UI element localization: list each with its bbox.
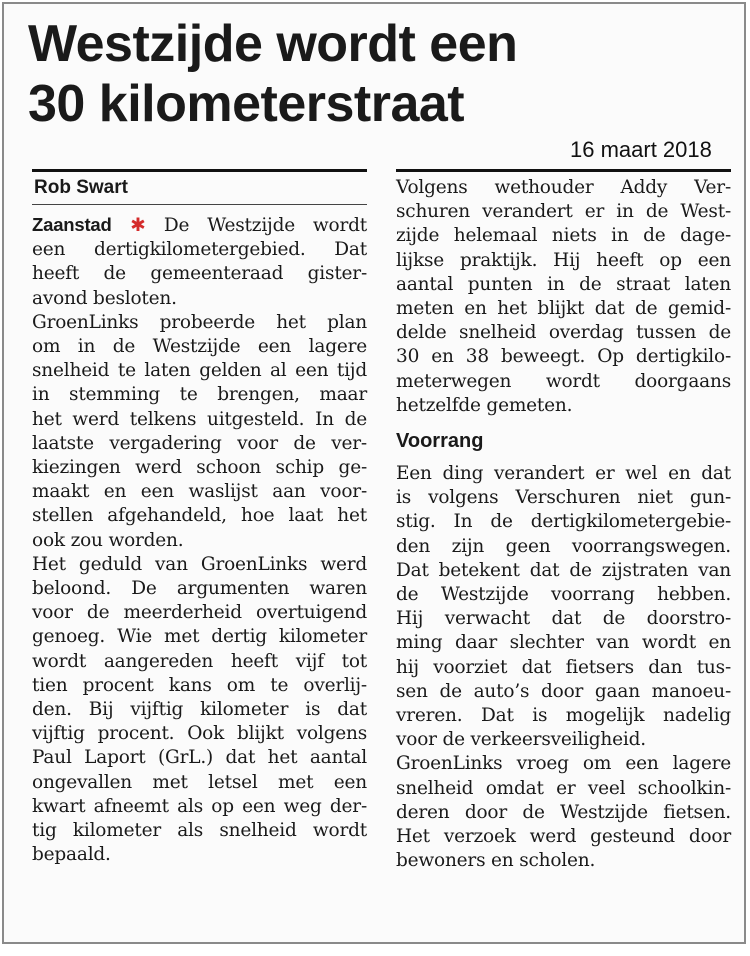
byline: Rob Swart xyxy=(34,177,128,198)
body-line-text: voor de meerderheid overtuigend xyxy=(32,602,367,624)
body-line-text: delde snelheid overdag tussen de xyxy=(396,322,731,344)
body-line-text: meten en het blijkt dat de gemid- xyxy=(396,298,731,320)
body-line xyxy=(32,213,367,238)
body-line xyxy=(32,238,367,262)
body-line-text: heeft de gemeenteraad gister- xyxy=(32,263,367,285)
body-line-text: genoeg. Wie met dertig kilometer xyxy=(32,626,367,648)
body-line-text: hij voorziet dat fietsers dan tus- xyxy=(396,656,731,678)
left-column-body xyxy=(32,213,367,867)
body-line-text: GroenLinks vroeg om een lagere xyxy=(396,753,731,775)
body-line-text: laatste vergadering voor de ver- xyxy=(32,432,367,454)
body-line xyxy=(32,698,367,722)
body-line xyxy=(396,559,731,583)
paragraph xyxy=(32,311,367,553)
body-line xyxy=(32,456,367,480)
body-line-text: tien procent kans om te overlij- xyxy=(32,674,367,696)
body-line xyxy=(32,601,367,625)
body-line-text: vijftig procent. Ook blijkt volgens xyxy=(32,723,367,745)
paragraph xyxy=(396,176,731,418)
body-line-text: is volgens Verschuren niet gun- xyxy=(396,487,731,509)
body-line xyxy=(32,819,367,843)
body-line-text: om in de Westzijde een lagere xyxy=(32,336,367,358)
body-line xyxy=(32,577,367,601)
body-line-text: stellen afgehandeld, hoe laat het xyxy=(32,505,367,527)
body-line xyxy=(32,553,367,577)
body-line-text: stig. In de dertigkilometergebie- xyxy=(396,511,731,533)
body-line-text: wordt aangereden heeft vijf tot xyxy=(32,650,367,672)
body-line-text: kwart afneemt als op een weg der- xyxy=(32,795,367,817)
body-line xyxy=(396,849,731,873)
headline xyxy=(28,14,517,134)
body-line-text: snelheid omdat er veel schoolkin- xyxy=(396,777,731,799)
body-line-text: ook zou worden. xyxy=(32,529,184,551)
body-line xyxy=(396,370,731,394)
body-line xyxy=(32,650,367,674)
body-line xyxy=(32,480,367,504)
body-line-text: bewoners en scholen. xyxy=(396,850,596,872)
body-line xyxy=(32,625,367,649)
body-line xyxy=(32,311,367,335)
body-line-text: het werd telkens uitgesteld. In de xyxy=(32,408,367,430)
body-line-text: 30 en 38 beweegt. Op dertigkilo- xyxy=(396,346,731,368)
right-column-rest xyxy=(396,462,731,873)
body-line xyxy=(396,394,731,418)
body-line xyxy=(32,287,367,311)
body-line xyxy=(396,345,731,369)
body-line xyxy=(32,746,367,770)
body-line-text: vreren. Dat is mogelijk nadelig xyxy=(396,705,731,727)
body-line xyxy=(396,462,731,486)
body-line-text: Dat betekent dat de zijstraten van xyxy=(396,559,731,581)
body-line-text: bepaald. xyxy=(32,844,111,866)
body-line-text: snelheid te laten gelden al een tijd xyxy=(32,360,367,382)
body-line-text: schuren verandert er in de West- xyxy=(396,201,731,223)
body-line-text: sen de auto’s door gaan manoeu- xyxy=(396,680,731,702)
body-line xyxy=(32,674,367,698)
body-line-text: Het verzoek werd gesteund door xyxy=(396,826,731,848)
body-line xyxy=(396,200,731,224)
column-rule xyxy=(396,169,731,172)
body-line-text: deren door de Westzijde fietsen. xyxy=(396,801,731,823)
body-line xyxy=(396,704,731,728)
body-line xyxy=(32,408,367,432)
body-line xyxy=(396,224,731,248)
body-line-text: den. Bij vijftig kilometer is dat xyxy=(32,699,367,721)
body-line xyxy=(396,777,731,801)
body-line-text: De Westzijde wordt xyxy=(163,215,367,236)
body-line xyxy=(396,583,731,607)
body-line xyxy=(396,607,731,631)
body-line xyxy=(396,656,731,680)
paragraph xyxy=(32,553,367,868)
subhead-voorrang: Voorrang xyxy=(396,430,484,453)
left-column xyxy=(32,169,367,867)
body-line-text: Paul Laport (GrL.) dat het aantal xyxy=(32,747,367,769)
body-line xyxy=(396,680,731,704)
body-line-text: meterwegen wordt doorgaans xyxy=(396,370,731,392)
body-line xyxy=(396,321,731,345)
body-line-text: de Westzijde voorrang hebben. xyxy=(396,584,731,606)
body-line xyxy=(396,297,731,321)
newspaper-clipping xyxy=(2,2,746,944)
body-line-text: ming daar slechter van wordt en xyxy=(396,632,731,654)
body-line-text: ongevallen met letsel met een xyxy=(32,771,367,793)
body-line xyxy=(32,383,367,407)
body-line xyxy=(396,486,731,510)
body-line-text: Een ding verandert er wel en dat xyxy=(396,463,731,485)
body-line-text: zijde helemaal niets in de dage- xyxy=(396,225,731,247)
body-line-text: in stemming te brengen, maar xyxy=(32,384,367,406)
body-line xyxy=(396,535,731,559)
body-line xyxy=(32,359,367,383)
body-line xyxy=(396,510,731,534)
body-line-text: hetzelfde gemeten. xyxy=(396,394,573,416)
body-line xyxy=(396,801,731,825)
headline-line-1: Westzijde wordt een xyxy=(28,15,518,73)
body-line-text: den zijn geen voorrangswegen. xyxy=(396,535,731,557)
body-line-text: kiezingen werd schoon schip ge- xyxy=(32,457,367,479)
body-line-text: tig kilometer als snelheid wordt xyxy=(32,820,367,842)
asterisk-icon: ✱ xyxy=(111,215,164,236)
body-line-text: Het geduld van GroenLinks werd xyxy=(32,553,367,575)
byline-bar xyxy=(32,169,367,205)
right-column-intro xyxy=(396,176,731,418)
body-line xyxy=(32,262,367,286)
body-line xyxy=(32,843,367,867)
dateline-place: Zaanstad xyxy=(32,214,112,235)
body-line xyxy=(32,795,367,819)
date-stamp: 16 maart 2018 xyxy=(570,137,712,162)
body-line xyxy=(396,631,731,655)
body-line-text: een dertigkilometergebied. Dat xyxy=(32,239,367,261)
body-line-text: avond besloten. xyxy=(32,287,177,309)
body-line xyxy=(396,825,731,849)
body-line xyxy=(32,432,367,456)
body-line-text: GroenLinks probeerde het plan xyxy=(32,311,367,333)
body-line xyxy=(396,176,731,200)
body-line xyxy=(32,722,367,746)
body-line-text: Volgens wethouder Addy Ver- xyxy=(396,177,731,198)
body-line-text: voor de verkeersveiligheid. xyxy=(396,729,646,751)
paragraph xyxy=(396,752,731,873)
paragraph xyxy=(32,213,367,311)
body-line xyxy=(32,335,367,359)
body-line-text: aantal punten in de straat laten xyxy=(396,273,731,295)
body-line-text: maakt en een waslijst aan voor- xyxy=(32,481,367,503)
body-line xyxy=(32,529,367,553)
body-line xyxy=(32,504,367,528)
body-line xyxy=(396,728,731,752)
right-column xyxy=(396,169,731,873)
headline-line-2: 30 kilometerstraat xyxy=(28,75,465,133)
body-line-text: Hij verwacht dat de doorstro- xyxy=(396,608,731,630)
body-line xyxy=(396,249,731,273)
body-line-text: lijkse praktijk. Hij heeft op een xyxy=(396,249,731,271)
paragraph xyxy=(396,462,731,752)
body-line xyxy=(32,771,367,795)
body-line xyxy=(396,273,731,297)
body-line-text: beloond. De argumenten waren xyxy=(32,578,367,600)
body-line xyxy=(396,752,731,776)
